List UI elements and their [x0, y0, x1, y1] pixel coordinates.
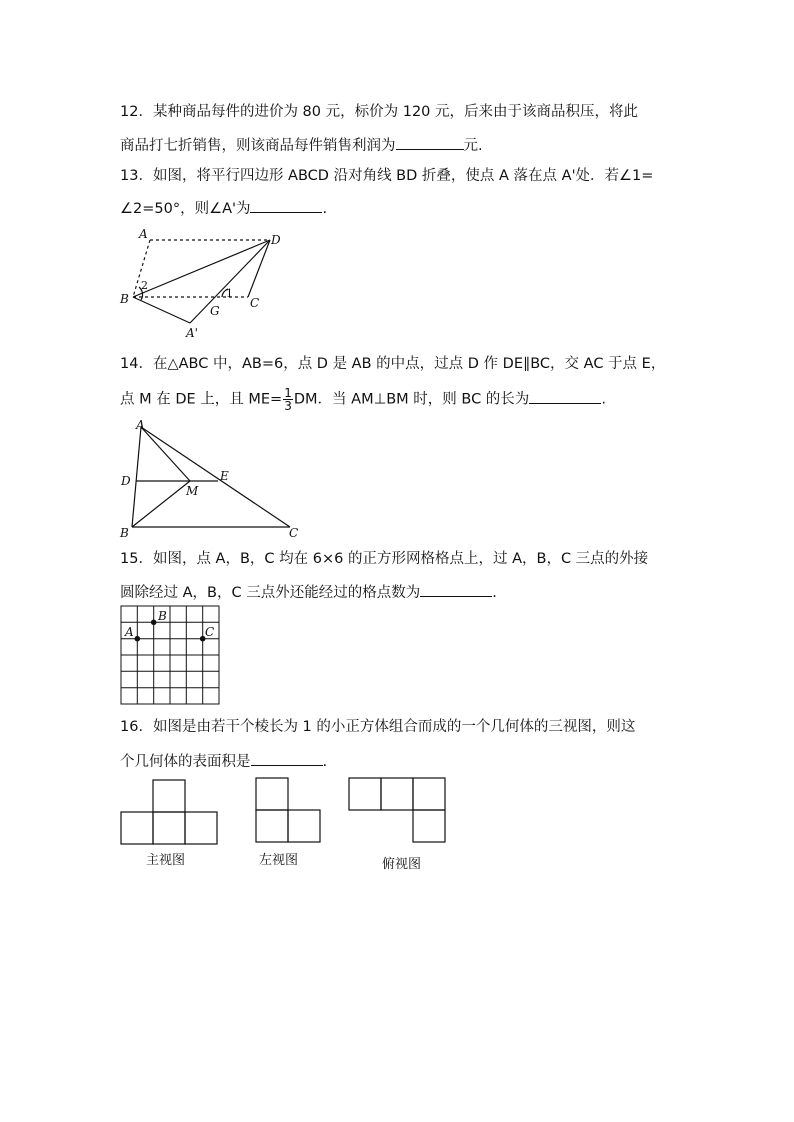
q13-line2-end: .: [322, 201, 328, 217]
q13-label-A: A: [139, 227, 148, 241]
q14-label-D: D: [121, 474, 131, 488]
q16-front-view: [121, 780, 217, 844]
q14-line2-text: 点 M 在 DE 上，且 ME=: [120, 391, 283, 408]
q14-label-M: M: [186, 484, 199, 498]
q13-line1: 13．如图，将平行四边形 ABCD 沿对角线 BD 折叠，使点 A 落在点 A'处．若∠1=: [120, 168, 654, 184]
q13-label-A-prime: A': [186, 326, 198, 340]
q12-line2-end: 元.: [463, 138, 483, 154]
q13-label-angle1: 1: [226, 287, 233, 300]
q14-label-B: B: [120, 526, 129, 540]
q15-label-B: B: [158, 609, 167, 623]
q13-label-C: C: [250, 296, 260, 310]
q16-top-view: [349, 778, 445, 842]
q13-label-G: G: [210, 304, 220, 318]
q13-label-angle2: 2: [141, 279, 148, 292]
q13-line2-text: ∠2=50°，则∠A'为: [120, 201, 251, 217]
q13-label-B: B: [120, 292, 129, 306]
q16-line2-text: 个几何体的表面积是: [120, 754, 251, 770]
q16-caption-left: 左视图: [259, 853, 299, 868]
q16-line1: 16．如图是由若干个棱长为 1 的小正方体组合而成的一个几何体的三视图，则这: [120, 719, 636, 735]
q16-line2-end: .: [322, 754, 328, 770]
q12-line2-text: 商品打七折销售，则该商品每件销售利润为: [120, 138, 396, 154]
q13-label-D: D: [271, 233, 281, 247]
q15-label-A: A: [125, 625, 134, 639]
q15-line2-text: 圆除经过 A，B，C 三点外还能经过的格点数为: [120, 585, 421, 601]
q14-label-A: A: [136, 418, 145, 432]
q14-line2-mid: DM．当 AM⊥BM 时，则 BC 的长为: [293, 391, 530, 408]
q15-line1: 15．如图，点 A，B，C 均在 6×6 的正方形网格格点上，过 A，B，C 三点的外接: [120, 551, 649, 567]
q14-label-C: C: [289, 526, 299, 540]
q14-line2-end: .: [601, 391, 606, 408]
q14-label-E: E: [220, 469, 229, 483]
q15-line2-end: .: [492, 585, 497, 601]
q16-caption-top: 俯视图: [382, 857, 422, 872]
q15-label-C: C: [205, 625, 215, 639]
q12-line1: 12．某种商品每件的进价为 80 元，标价为 120 元，后来由于该商品积压，将此: [120, 104, 639, 120]
q16-left-view: [256, 778, 320, 842]
q14-fraction-denominator: 3: [284, 399, 292, 413]
q16-caption-front: 主视图: [146, 853, 186, 868]
q14-line1: 14．在△ABC 中，AB=6，点 D 是 AB 的中点，过点 D 作 DE∥BC，交 AC 于点 E，: [120, 356, 666, 372]
q14-fraction-numerator: 1: [284, 386, 292, 400]
